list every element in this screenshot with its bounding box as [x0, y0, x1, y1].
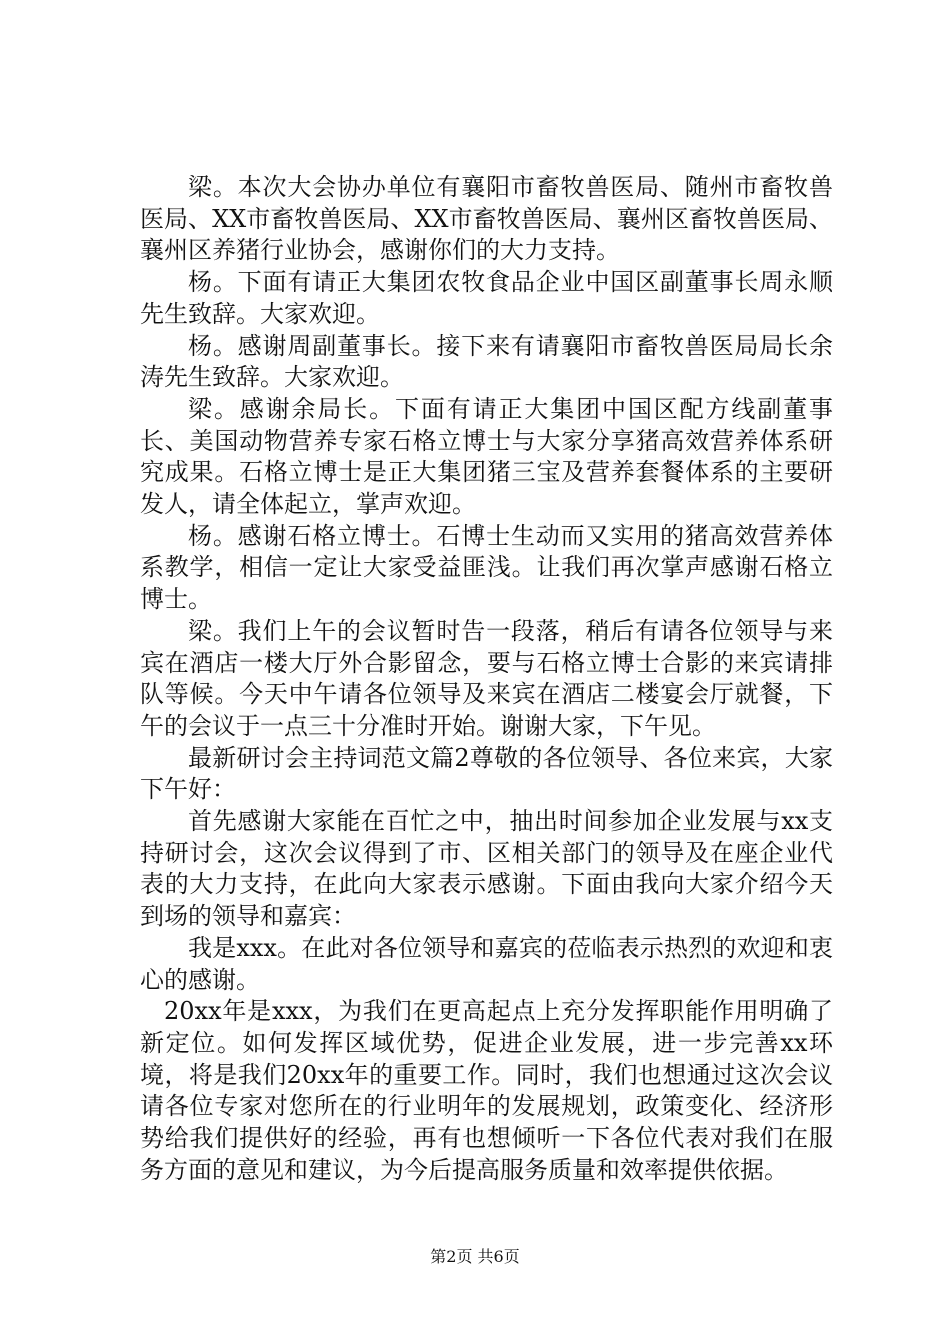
paragraph-4: 梁。感谢余局长。下面有请正大集团中国区配方线副董事长、美国动物营养专家石格立博士与大家分享猪高效营养体系研究成果。石格立博士是正大集团猪三宝及营养套餐体系的主要研发人，请全体起立，掌声欢迎。 [140, 394, 833, 519]
paragraph-1: 梁。本次大会协办单位有襄阳市畜牧兽医局、随州市畜牧兽医局、XX市畜牧兽医局、XX市畜牧兽医局、襄州区畜牧兽医局、襄州区养猪行业协会，感谢你们的大力支持。 [140, 173, 833, 265]
paragraph-7: 最新研讨会主持词范文篇2尊敬的各位领导、各位来宾，大家下午好： [140, 743, 833, 804]
paragraph-9: 我是xxx。在此对各位领导和嘉宾的莅临表示热烈的欢迎和衷心的感谢。 [140, 933, 833, 994]
paragraph-8: 首先感谢大家能在百忙之中，抽出时间参加企业发展与xx支持研讨会，这次会议得到了市、区相关部门的领导及在座企业代表的大力支持，在此向大家表示感谢。下面由我向大家介绍今天到场的领导和嘉宾： [140, 807, 833, 931]
paragraph-3: 杨。感谢周副董事长。接下来有请襄阳市畜牧兽医局局长余涛先生致辞。大家欢迎。 [140, 331, 833, 392]
paragraph-6: 梁。我们上午的会议暂时告一段落，稍后有请各位领导与来宾在酒店一楼大厅外合影留念，要与石格立博士合影的来宾请排队等候。今天中午请各位领导及来宾在酒店二楼宴会厅就餐，下午的会议于一点三十分准时开始。谢谢大家，下午见。 [140, 616, 833, 740]
paragraph-10: 20xx年是xxx，为我们在更高起点上充分发挥职能作用明确了新定位。如何发挥区域优势，促进企业发展，进一步完善xx环境，将是我们20xx年的重要工作。同时，我们也想通过这次会议请各位专家对您所在的行业明年的发展规划，政策变化、经济形势给我们提供好的经验，再有也想倾听一下各位代表对我们在服务方面的意见和建议，为今后提高服务质量和效率提供依据。 [140, 997, 833, 1184]
paragraph-2: 杨。下面有请正大集团农牧食品企业中国区副董事长周永顺先生致辞。大家欢迎。 [140, 268, 833, 328]
paragraph-5: 杨。感谢石格立博士。石博士生动而又实用的猪高效营养体系教学，相信一定让大家受益匪浅。让我们再次掌声感谢石格立博士。 [140, 521, 833, 614]
page-footer: 第2页 共6页 [430, 1247, 520, 1266]
document-body [140, 172, 833, 1187]
